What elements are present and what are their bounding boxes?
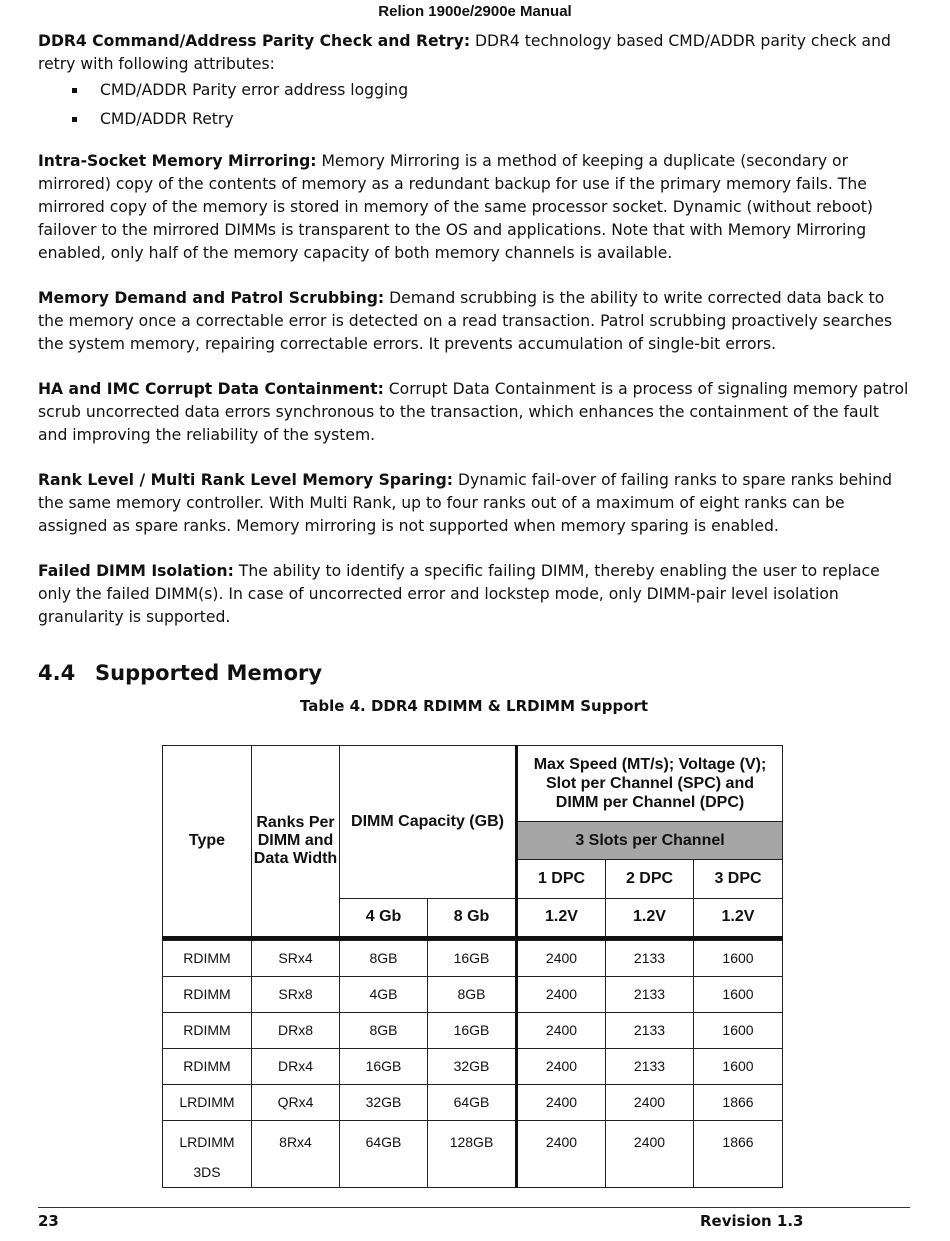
memory-support-table xyxy=(162,745,783,1188)
term-scrubbing: Memory Demand and Patrol Scrubbing: xyxy=(38,289,385,307)
revision-label: Revision 1.3 xyxy=(700,1212,804,1230)
section-heading xyxy=(38,659,910,687)
cell-3-dpc: 1866 xyxy=(694,1120,783,1187)
cell-ranks: DRx8 xyxy=(252,1012,340,1048)
paragraph-scrubbing xyxy=(38,287,910,356)
list-item: CMD/ADDR Parity error address logging xyxy=(72,76,910,105)
header-ranks: Ranks Per DIMM and Data Width xyxy=(252,746,340,938)
header-type: Type xyxy=(163,746,252,938)
paragraph-isolation xyxy=(38,560,910,629)
cell-cap-4gb: 4GB xyxy=(340,976,428,1012)
running-header: Relion 1900e/2900e Manual xyxy=(378,3,572,20)
text-scrubbing: Demand scrubbing is the ability to write corrected data back to the memory once a correctable error is detected on a read transaction. Patrol scrubbing proactively searches the system memory, repairing correctable errors. It prevents accumulation of single-bit errors. xyxy=(38,289,893,353)
section-title: Supported Memory xyxy=(95,661,323,685)
header-1-dpc: 1 DPC xyxy=(517,860,606,899)
paragraph-ddr4-parity xyxy=(38,30,910,76)
body-content xyxy=(38,30,910,715)
footer-rule xyxy=(38,1207,910,1208)
cell-3-dpc: 1866 xyxy=(694,1084,783,1120)
cell-type-line1: LRDIMM xyxy=(179,1133,235,1150)
cell-2-dpc: 2400 xyxy=(606,1084,694,1120)
section-number: 4.4 xyxy=(38,661,76,685)
cell-2-dpc: 2133 xyxy=(606,1012,694,1048)
cell-3-dpc: 1600 xyxy=(694,1048,783,1084)
cell-3-dpc: 1600 xyxy=(694,976,783,1012)
table-row xyxy=(163,976,783,1012)
cell-cap-8gb: 64GB xyxy=(428,1084,517,1120)
cell-1-dpc: 2400 xyxy=(517,1048,606,1084)
cell-type: RDIMM xyxy=(163,1012,252,1048)
term-isolation: Failed DIMM Isolation: xyxy=(38,562,234,580)
cell-3-dpc: 1600 xyxy=(694,940,783,976)
cell-type: LRDIMM xyxy=(163,1084,252,1120)
cell-1-dpc: 2400 xyxy=(517,940,606,976)
parity-bullet-list xyxy=(38,76,910,134)
cell-cap-4gb: 16GB xyxy=(340,1048,428,1084)
cell-type-line2: 3DS xyxy=(193,1163,221,1180)
cell-cap-4gb: 64GB xyxy=(340,1120,428,1187)
header-voltage-1: 1.2V xyxy=(517,899,606,938)
cell-type: RDIMM xyxy=(163,1048,252,1084)
cell-ranks: SRx8 xyxy=(252,976,340,1012)
term-sparing: Rank Level / Multi Rank Level Memory Sparing: xyxy=(38,471,454,489)
text-containment: Corrupt Data Containment is a process of signaling memory patrol scrub uncorrected data errors synchronous to the transaction, which enhances the containment of the fault and improving the reliability of the system. xyxy=(38,380,909,444)
cell-cap-8gb: 16GB xyxy=(428,940,517,976)
header-voltage-2: 1.2V xyxy=(606,899,694,938)
cell-2-dpc: 2133 xyxy=(606,976,694,1012)
cell-2-dpc: 2133 xyxy=(606,940,694,976)
cell-type: RDIMM xyxy=(163,976,252,1012)
cell-3-dpc: 1600 xyxy=(694,1012,783,1048)
cell-type: RDIMM xyxy=(163,940,252,976)
header-slots-per-channel: 3 Slots per Channel xyxy=(517,822,783,860)
header-capacity: DIMM Capacity (GB) xyxy=(340,746,517,899)
cell-1-dpc: 2400 xyxy=(517,1120,606,1187)
cell-cap-4gb: 8GB xyxy=(340,1012,428,1048)
text-mirroring: Memory Mirroring is a method of keeping a duplicate (secondary or mirrored) copy of the contents of memory as a redundant backup for use if the primary memory fails. The mirrored copy of the memory is stored in memory of the same processor socket. Dynamic (without reboot) failover to the mirrored DIMMs is transparent to the OS and applications. Note that with Memory Mirroring enabled, only half of the memory capacity of both memory channels is available. xyxy=(38,152,873,262)
term-mirroring: Intra-Socket Memory Mirroring: xyxy=(38,152,317,170)
paragraph-mirroring xyxy=(38,150,910,265)
cell-cap-8gb: 32GB xyxy=(428,1048,517,1084)
page-number: 23 xyxy=(38,1212,59,1230)
list-item: CMD/ADDR Retry xyxy=(72,105,910,134)
paragraph-sparing xyxy=(38,469,910,538)
term-ddr4-parity: DDR4 Command/Address Parity Check and Retry: xyxy=(38,32,471,50)
cell-cap-4gb: 32GB xyxy=(340,1084,428,1120)
cell-cap-4gb: 8GB xyxy=(340,940,428,976)
cell-1-dpc: 2400 xyxy=(517,1012,606,1048)
header-voltage-3: 1.2V xyxy=(694,899,783,938)
header-3-dpc: 3 DPC xyxy=(694,860,783,899)
header-2-dpc: 2 DPC xyxy=(606,860,694,899)
cell-type xyxy=(163,1120,252,1187)
text-isolation: The ability to identify a specific failing DIMM, thereby enabling the user to replace only the failed DIMM(s). In case of uncorrected error and lockstep mode, only DIMM-pair level isolation granularity is supported. xyxy=(38,562,880,626)
table-caption: Table 4. DDR4 RDIMM & LRDIMM Support xyxy=(299,697,649,715)
table-row xyxy=(163,1084,783,1120)
table-row xyxy=(163,1120,783,1187)
cell-ranks: SRx4 xyxy=(252,940,340,976)
header-4gb: 4 Gb xyxy=(340,899,428,938)
header-8gb: 8 Gb xyxy=(428,899,517,938)
cell-1-dpc: 2400 xyxy=(517,976,606,1012)
cell-ranks: QRx4 xyxy=(252,1084,340,1120)
header-max-speed: Max Speed (MT/s); Voltage (V); Slot per Channel (SPC) and DIMM per Channel (DPC) xyxy=(517,746,783,822)
table-row xyxy=(163,1048,783,1084)
cell-ranks: DRx4 xyxy=(252,1048,340,1084)
cell-ranks: 8Rx4 xyxy=(252,1120,340,1187)
text-sparing: Dynamic fail-over of failing ranks to spare ranks behind the same memory controller. With Multi Rank, up to four ranks out of a maximum of eight ranks can be assigned as spare ranks. Memory mirroring is not supported when memory sparing is enabled. xyxy=(38,471,893,535)
term-containment: HA and IMC Corrupt Data Containment: xyxy=(38,380,384,398)
paragraph-containment xyxy=(38,378,910,447)
cell-2-dpc: 2400 xyxy=(606,1120,694,1187)
cell-1-dpc: 2400 xyxy=(517,1084,606,1120)
table-row xyxy=(163,1012,783,1048)
cell-cap-8gb: 16GB xyxy=(428,1012,517,1048)
cell-cap-8gb: 128GB xyxy=(428,1120,517,1187)
table-row xyxy=(163,940,783,976)
text-ddr4-parity: DDR4 technology based CMD/ADDR parity check and retry with following attributes: xyxy=(38,32,891,73)
cell-cap-8gb: 8GB xyxy=(428,976,517,1012)
cell-2-dpc: 2133 xyxy=(606,1048,694,1084)
